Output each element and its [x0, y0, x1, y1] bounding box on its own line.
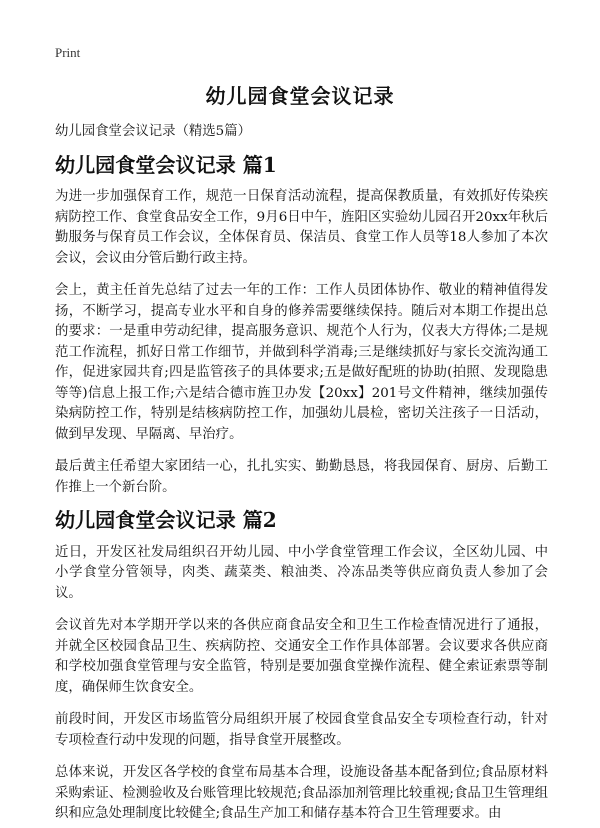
- paragraph: 近日，开发区社发局组织召开幼儿园、中小学食堂管理工作会议，全区幼儿园、中小学食堂分管领导，肉类、蔬菜类、粮油类、冷冻品类等供应商负责人参加了会议。: [55, 544, 548, 601]
- section-heading-2: 幼儿园食堂会议记录 篇2: [55, 508, 277, 532]
- paragraph: 会上，黄主任首先总结了过去一年的工作：工作人员团体协作、敬业的精神值得发扬，不断学习，提高专业水平和自身的修养需要继续保持。随后对本期工作提出总的要求：一是重申劳动纪律，提高服务意识、规范个人行为，仪表大方得体;二是规范工作流程，抓好日常工作细节，并做到科学消毒;三是继续抓好与家长交流沟通工作，促进家园共育;四是监管孩子的具体要求;五是做好配班的协助(拍照、发现隐患等等)信息上报工作;六是结合德市旌卫办发【20xx】201号文件精神，继续加强传染病防控工作，特别是结核病防控工作，加强幼儿晨检，密切关注孩子一日活动，做到早发现、早隔离、早治疗。: [55, 283, 548, 442]
- section-heading-1: 幼儿园食堂会议记录 篇1: [55, 152, 277, 177]
- paragraph: 最后黄主任希望大家团结一心，扎扎实实、勤勤恳恳，将我园保育、厨房、后勤工作推上一个新台阶。: [55, 459, 548, 495]
- print-link[interactable]: Print: [55, 45, 81, 60]
- paragraph: 前段时间，开发区市场监管分局组织开展了校园食堂食品安全专项检查行动，针对专项检查行动中发现的问题，指导食堂开展整改。: [55, 712, 548, 748]
- page-title: 幼儿园食堂会议记录: [205, 84, 395, 108]
- document-body: [55, 122, 548, 828]
- paragraph: 为进一步加强保育工作，规范一日保育活动流程，提高保教质量，有效抓好传染疾病防控工作、食堂食品安全工作，9月6日中午，旌阳区实验幼儿园召开20xx年秋后勤服务与保育员工作会议，全体保育员、保洁员、食堂工作人员等18人参加了本次会议，会议由分管后勤行政主持。: [55, 189, 548, 266]
- document-subtitle: 幼儿园食堂会议记录（精选5篇）: [55, 124, 251, 139]
- paragraph: 总体来说，开发区各学校的食堂布局基本合理，设施设备基本配备到位;食品原材料采购索证、检测验收及台账管理比较规范;食品添加剂管理比较重视;食品卫生管理组织和应急处理制度比较健全;食品生产加工和储存基本符合卫生管理要求。由: [55, 765, 548, 821]
- paragraph: 会议首先对本学期开学以来的各供应商食品安全和卫生工作检查情况进行了通报，并就全区校园食品卫生、疾病防控、交通安全工作作具体部署。会议要求各供应商和学校加强食堂管理与安全监管，特别是要加强食堂操作流程、健全索证索票等制度，确保师生饮食安全。: [55, 618, 548, 695]
